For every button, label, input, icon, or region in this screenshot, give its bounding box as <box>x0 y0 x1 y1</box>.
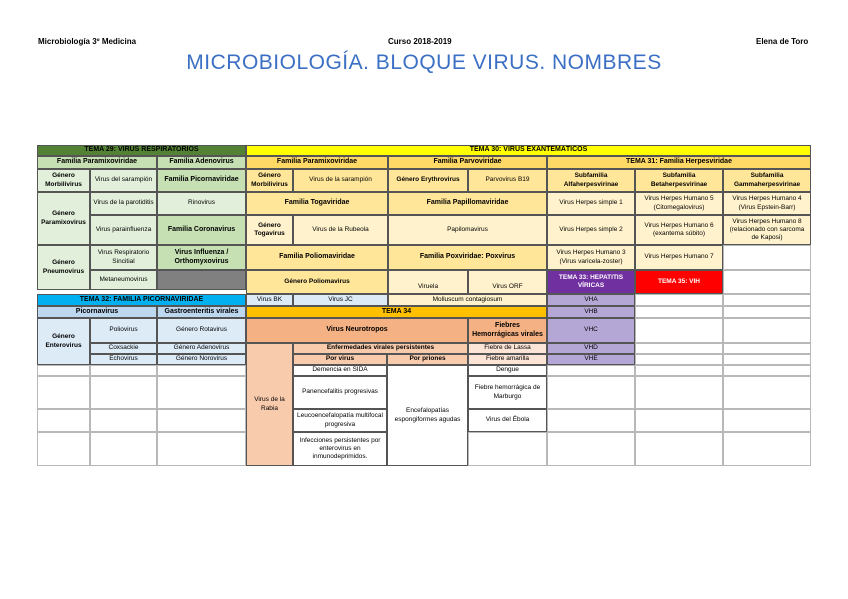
genero-enterovirus: Género Enterovirus <box>37 318 90 365</box>
virus-orf: Virus ORF <box>468 270 547 294</box>
genero-morbilivirus-resp: Género Morbilivirus <box>37 169 90 192</box>
leucoencefalopatia: Leucoencefalopatía multifocal progresiva <box>293 409 387 432</box>
genero-adenovirus: Género Adenovirus <box>157 343 246 354</box>
genero-morbilivirus-exant: Género Morbilivirus <box>246 169 293 192</box>
tema-34-header: TEMA 34 <box>246 306 547 318</box>
familia-adenovirus: Familia Adenovirus <box>157 156 246 169</box>
empty-cell <box>37 365 90 376</box>
encefalopatias-espongiformes: Encefalopatías espongiformes agudas <box>387 365 468 466</box>
familia-togaviridae: Familia Togaviridae <box>246 192 388 215</box>
virus-ebola: Virus del Ébola <box>468 409 547 432</box>
genero-norovirus: Género Norovirus <box>157 354 246 365</box>
virus-parainfluenza: Virus parainfluenza <box>90 215 157 245</box>
virus-herpes-humano-4: Virus Herpes Humano 4 (Virus Epstein-Barr) <box>723 192 811 215</box>
empty-cell <box>635 354 723 365</box>
virus-herpes-humano-7: Virus Herpes Humano 7 <box>635 245 723 270</box>
grey-filler-cell <box>157 270 246 290</box>
virus-rubeola: Virus de la Rubeola <box>293 215 388 245</box>
empty-cell <box>723 409 811 432</box>
vhc: VHC <box>547 318 635 343</box>
familia-poliomaviridae: Familia Poliomaviridae <box>246 245 388 270</box>
metaneumovirus: Metaneumovirus <box>90 270 157 290</box>
empty-cell <box>635 306 723 318</box>
familia-parvoviridae: Familia Parvoviridae <box>388 156 547 169</box>
poliovirus: Poliovirus <box>90 318 157 343</box>
enfermedades-persistentes: Enfermedades virales persistentes <box>293 343 468 354</box>
virus-influenza: Virus Influenza / Orthomyxovirus <box>157 245 246 270</box>
subfamilia-gammaherpesvirinae: Subfamilia Gammaherpesvirinae <box>723 169 811 192</box>
genero-togavirus: Género Togavirus <box>246 215 293 245</box>
header-academic-year: Curso 2018-2019 <box>388 37 452 46</box>
tema-29-header: TEMA 29: VIRUS RESPIRATORIOS <box>37 145 246 156</box>
molluscum-contagiosum: Molluscum contagiosum <box>388 294 547 306</box>
virus-respiratorio-sincitial: Virus Respiratorio Sincitial <box>90 245 157 270</box>
tema-35-header: TEMA 35: VIH <box>635 270 723 294</box>
virus-herpes-humano-5: Virus Herpes Humano 5 (Citomegalovirus) <box>635 192 723 215</box>
empty-cell <box>90 376 157 409</box>
empty-cell <box>547 409 635 432</box>
echovirus: Echovirus <box>90 354 157 365</box>
fiebres-hemorragicas: Fiebres Hemorrágicas virales <box>468 318 547 343</box>
genero-paramixovirus: Género Paramixovirus <box>37 192 90 245</box>
empty-cell <box>157 432 246 466</box>
rinovirus: Rinovirus <box>157 192 246 215</box>
empty-cell <box>723 318 811 343</box>
fiebre-marburgo: Fiebre hemorrágica de Marburgo <box>468 376 547 409</box>
tema-31-header: TEMA 31: Familia Herpesviridae <box>547 156 811 169</box>
vhb: VHB <box>547 306 635 318</box>
empty-cell <box>635 365 723 376</box>
empty-cell <box>37 376 90 409</box>
coxsackie: Coxsackie <box>90 343 157 354</box>
fiebre-amarilla: Fiebre amarilla <box>468 354 547 365</box>
vha: VHA <box>547 294 635 306</box>
viruela: Viruela <box>388 270 468 294</box>
empty-cell <box>635 294 723 306</box>
header-author: Elena de Toro <box>756 37 809 46</box>
virus-neurotropos: Virus Neurotropos <box>246 318 468 343</box>
empty-cell <box>37 432 90 466</box>
empty-cell <box>468 432 547 466</box>
virus-herpes-humano-3: Virus Herpes Humano 3 (Virus varicela-zoster) <box>547 245 635 270</box>
genero-rotavirus: Género Rotavirus <box>157 318 246 343</box>
infecciones-persistentes: Infecciones persistentes por enterovirus en inmunodeprimidos. <box>293 432 387 466</box>
page-title: MICROBIOLOGÍA. BLOQUE VIRUS. NOMBRES <box>186 51 662 74</box>
familia-paramixoviridae-exant: Familia Paramixoviridae <box>246 156 388 169</box>
tema-30-header: TEMA 30: VIRUS EXANTEMÁTICOS <box>246 145 811 156</box>
empty-cell <box>157 409 246 432</box>
empty-cell <box>547 376 635 409</box>
empty-cell <box>723 270 811 294</box>
empty-cell <box>723 343 811 354</box>
virus-bk: Virus BK <box>246 294 293 306</box>
familia-papillomaviridae: Familia Papillomaviridae <box>388 192 547 215</box>
virus-herpes-simple-1: Virus Herpes simple 1 <box>547 192 635 215</box>
parvovirus-b19: Parvovirus B19 <box>468 169 547 192</box>
virus-jc: Virus JC <box>293 294 388 306</box>
empty-cell <box>635 318 723 343</box>
subfamilia-betaherpesvirinae: Subfamilia Betaherpesvirinae <box>635 169 723 192</box>
empty-cell <box>90 365 157 376</box>
virus-rabia: Virus de la Rabia <box>246 343 293 466</box>
dengue: Dengue <box>468 365 547 376</box>
familia-picornaviridae-resp: Familia Picornaviridae <box>157 169 246 192</box>
empty-cell <box>723 376 811 409</box>
virus-herpes-humano-8: Virus Herpes Humano 8 (relacionado con sarcoma de Kaposi) <box>723 215 811 245</box>
vhd: VHD <box>547 343 635 354</box>
tema-33-header: TEMA 33: HEPATITIS VÍRICAS <box>547 270 635 294</box>
virus-herpes-simple-2: Virus Herpes simple 2 <box>547 215 635 245</box>
empty-cell <box>157 365 246 376</box>
subfamilia-alfaherpesvirinae: Subfamilia Alfaherpesvirinae <box>547 169 635 192</box>
vhe: VHE <box>547 354 635 365</box>
empty-cell <box>37 409 90 432</box>
por-virus: Por virus <box>293 354 387 365</box>
empty-cell <box>723 432 811 466</box>
empty-cell <box>723 365 811 376</box>
fiebre-lassa: Fiebre de Lassa <box>468 343 547 354</box>
familia-paramixoviridae-resp: Familia Paramixoviridae <box>37 156 157 169</box>
header-course-subject: Microbiología 3º Medicina <box>38 37 137 46</box>
familia-coronavirus: Familia Coronavirus <box>157 215 246 245</box>
gastroenteritis-header: Gastroenteritis virales <box>157 306 246 318</box>
empty-cell <box>90 432 157 466</box>
picornavirus-header: Picornavirus <box>37 306 157 318</box>
virus-herpes-humano-6: Virus Herpes Humano 6 (exantema súbito) <box>635 215 723 245</box>
empty-cell <box>157 376 246 409</box>
familia-poxviridae: Familia Poxviridae: Poxvirus <box>388 245 547 270</box>
genero-poliomavirus: Género Poliomavirus <box>246 270 388 294</box>
empty-cell <box>723 294 811 306</box>
empty-cell <box>723 306 811 318</box>
genero-pneumovirus: Género Pneumovirus <box>37 245 90 290</box>
demencia-sida: Demencia en SIDA <box>293 365 387 376</box>
empty-cell <box>635 376 723 409</box>
empty-cell <box>547 432 635 466</box>
empty-cell <box>723 245 811 270</box>
empty-cell <box>635 432 723 466</box>
virus-sarampion-exant: Virus de la sarampión <box>293 169 388 192</box>
empty-cell <box>723 354 811 365</box>
virus-sarampion-resp: Virus del sarampión <box>90 169 157 192</box>
tema-32-header: TEMA 32: FAMILIA PICORNAVIRIDAE <box>37 294 246 306</box>
por-priones: Por priones <box>387 354 468 365</box>
empty-cell <box>547 365 635 376</box>
empty-cell <box>90 409 157 432</box>
empty-cell <box>635 409 723 432</box>
papilomavirus: Papilomavirus <box>388 215 547 245</box>
empty-cell <box>635 343 723 354</box>
panencefalitis-progresivas: Panencefalitis progresivas <box>293 376 387 409</box>
virus-parotiditis: Virus de la parotiditis <box>90 192 157 215</box>
genero-erythrovirus: Género Erythrovirus <box>388 169 468 192</box>
